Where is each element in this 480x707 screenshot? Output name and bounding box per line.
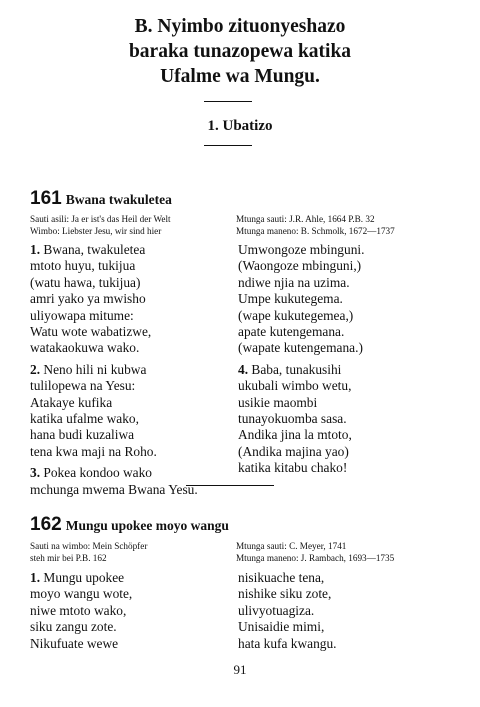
verse [238,570,337,652]
hymn-162-left-column [30,570,132,657]
hymn-title: Bwana twakuletea [65,192,172,207]
hymn-161-meta-right [236,214,395,237]
verse-number: 4. [238,361,249,377]
hymn-162-heading [30,514,229,536]
verse [30,570,132,652]
verse-line: (wapate kutengemana.) [238,340,363,356]
hymn-161-left-column [30,242,198,503]
verse-line: Atakaye kufika [30,394,113,410]
verse-line: nisikuache tena, [238,570,325,585]
meta-line: Sauti asili: Ja er ist's das Heil der Welt [30,214,171,224]
hymn-161-heading [30,188,172,210]
verse-line: uliyowapa mitume: [30,307,134,323]
verse-line: katika ufalme wako, [30,411,139,427]
verse-line: hata kufa kwangu. [238,635,337,651]
verse-line: siku zangu zote. [30,619,117,635]
verse-line: watakaokuwa wako. [30,340,140,356]
verse-line: Baba, tunakusihi [251,361,342,377]
section-title-line: B. Nyimbo zituonyeshazo [134,16,346,37]
meta-line: Mtunga maneno: B. Schmolk, 1672—1737 [236,225,395,236]
verse-number: 3. [30,465,41,481]
meta-line: Mtunga maneno: J. Rambach, 1693—1735 [236,552,395,563]
section-title-line: baraka tunazopewa katika [128,41,352,62]
meta-line: steh mir bei P.B. 162 [30,552,107,563]
verse-line: Nikufuate wewe [30,635,119,651]
verse-line: hana budi kuzaliwa [30,427,135,443]
verse-line: nishike siku zote, [238,586,332,602]
meta-line: Wimbo: Liebster Jesu, wir sind hier [30,225,162,236]
hymn-title: Mungu upokee moyo wangu [65,518,229,533]
verse-line: Pokea kondoo wako [43,465,153,481]
verse [30,242,198,357]
verse-line: katika kitabu chako! [238,460,348,476]
verse-line: amri yako ya mwisho [30,291,146,307]
verse-line: Umwongoze mbinguni. [238,242,365,257]
verse-line: tena kwa maji na Roho. [30,443,157,459]
verse-line: tunayokuomba sasa. [238,411,347,427]
verse-line: (Waongoze mbinguni,) [238,258,362,274]
verse [238,362,364,477]
verse-line: mtoto huyu, tukijua [30,258,136,274]
hymn-number: 161 [30,188,62,209]
verse [238,242,364,357]
verse-line: ukubali wimbo wetu, [238,378,352,394]
verse-number: 2. [30,361,41,377]
hymn-number: 162 [30,514,62,535]
verse-line: niwe mtoto wako, [30,602,127,618]
verse-line: (wape kukutegemea,) [238,307,354,323]
hymn-162-right-column [238,570,337,657]
hymn-162-meta-right [236,541,394,564]
verse-line: (watu hawa, tukijua) [30,274,141,290]
verse-number: 1. [30,570,41,585]
verse-line: Watu wote wabatizwe, [30,324,152,340]
hymn-162-meta-left [30,541,147,564]
divider-rule [204,145,252,146]
meta-line: Sauti na wimbo: Mein Schöpfer [30,541,148,551]
section-title-line: Ufalme wa Mungu. [160,66,320,87]
divider-rule [186,485,274,486]
verse-line: (Andika majina yao) [238,443,349,459]
verse-line: apate kutengemana. [238,324,345,340]
verse-line: usikie maombi [238,394,318,410]
verse-line: Neno hili ni kubwa [43,361,147,377]
hymn-161-meta-left [30,214,171,237]
verse-line: Andika jina la mtoto, [238,427,352,443]
verse-line: ulivyotuagiza. [238,602,315,618]
section-subheading: 1. Ubatizo [207,118,273,134]
divider-rule [204,101,252,102]
verse [30,362,198,460]
verse-line: Unisaidie mimi, [238,619,325,635]
section-title [0,14,480,89]
meta-line: Mtunga sauti: C. Meyer, 1741 [236,541,347,551]
meta-line: Mtunga sauti: J.R. Ahle, 1664 P.B. 32 [236,214,375,224]
page-number: 91 [233,662,247,677]
verse-line: Mungu upokee [43,570,125,585]
verse-line: mchunga mwema Bwana Yesu. [30,481,198,497]
hymn-161-right-column [238,242,364,482]
verse-line: Umpe kukutegema. [238,291,343,307]
verse-line: Bwana, twakuletea [43,242,146,257]
verse-line: moyo wangu wote, [30,586,133,602]
verse-line: tulilopewa na Yesu: [30,378,136,394]
verse-line: ndiwe njia na uzima. [238,274,350,290]
verse-number: 1. [30,242,41,257]
verse [30,465,198,498]
